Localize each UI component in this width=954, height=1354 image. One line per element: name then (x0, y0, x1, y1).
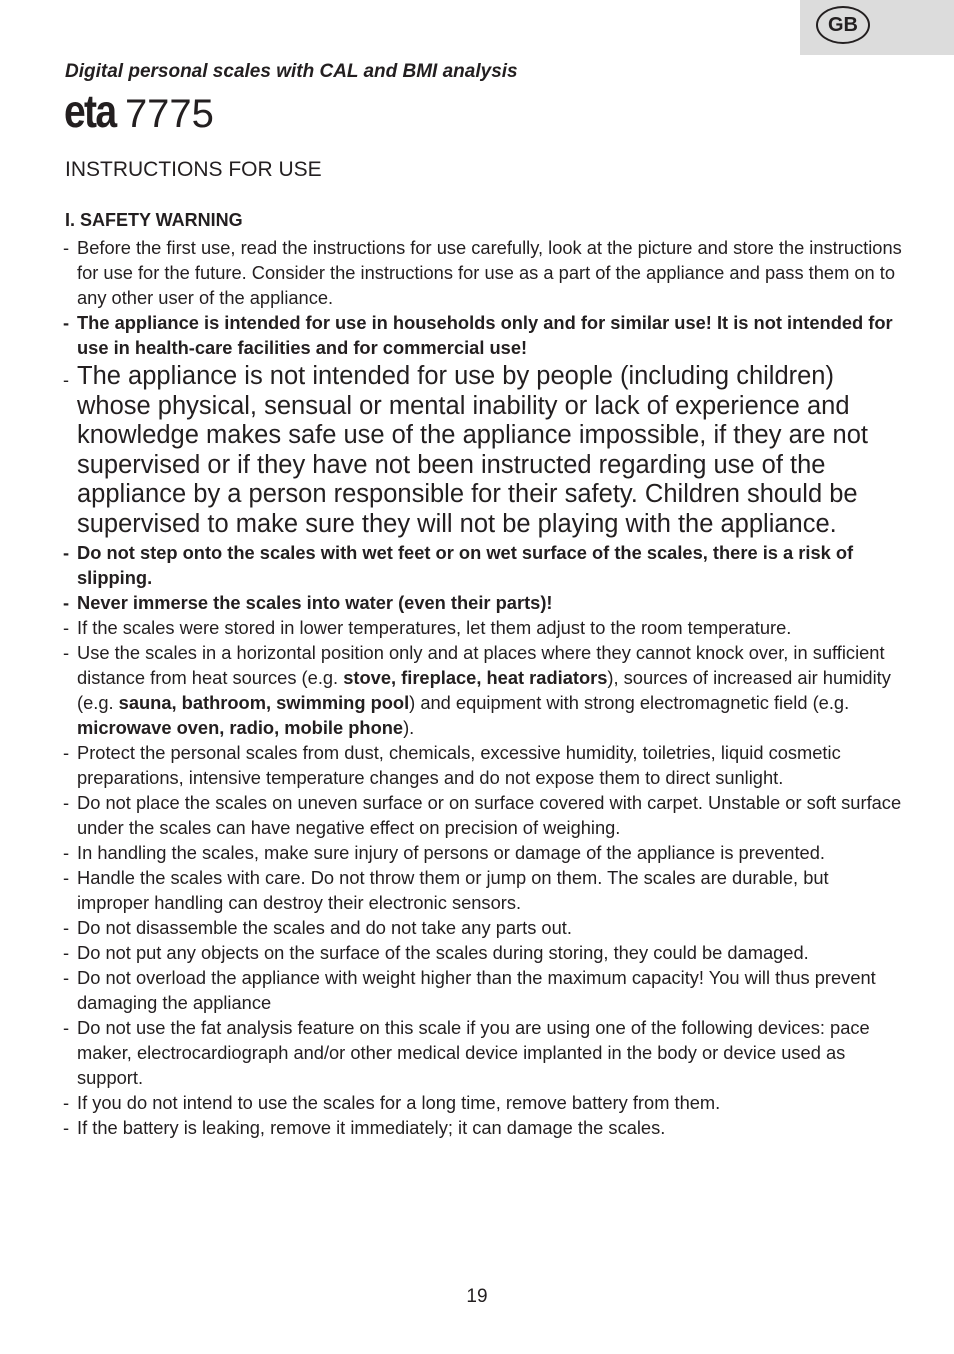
warning-item: - The appliance is not intended for use by people (including children) whose physical, sensual or mental inability or lack of experience and knowledge makes safe use of the appliance impossible, if they are not supervised or if they have not been instructed regarding use of the appliance by a person responsible for their safety. Children should be supervised to make sure they will not be playing with the appliance. (63, 360, 903, 540)
product-subtitle: Digital personal scales with CAL and BMI analysis (65, 61, 518, 82)
warning-emphasis: microwave oven, radio, mobile phone (77, 716, 404, 738)
warning-emphasis: sauna, bathroom, swimming pool (118, 691, 410, 713)
warning-item: - Handle the scales with care. Do not throw them or jump on them. The scales are durable, but improper handling can destroy their electronic sensors. (63, 865, 903, 915)
language-tab (800, 0, 954, 55)
warning-item (63, 640, 903, 740)
warning-item: - If the battery is leaking, remove it immediately; it can damage the scales. (63, 1115, 903, 1140)
warning-item: - The appliance is intended for use in households only and for similar use! It is not intended for use in health-care facilities and for commercial use! (63, 310, 903, 360)
safety-warning-list (63, 235, 903, 1140)
warning-text: ), sources of increased air humidity (e.g. (77, 666, 891, 713)
warning-text: ). (403, 716, 415, 738)
warning-item: - Before the first use, read the instructions for use carefully, look at the picture and store the instructions for use for the future. Consider the instructions for use as a part of the appliance and pass them on to any other user of the appliance. (63, 235, 903, 310)
warning-emphasis: stove, fireplace, heat radiators (343, 666, 608, 688)
warning-item: - Protect the personal scales from dust, chemicals, excessive humidity, toiletries, liquid cosmetic preparations, intensive temperature changes and do not expose them to direct sunlight. (63, 740, 903, 790)
warning-item: - Never immerse the scales into water (even their parts)! (63, 590, 903, 615)
model-number: 7775 (124, 92, 214, 136)
warning-item: - Do not step onto the scales with wet feet or on wet surface of the scales, there is a risk of slipping. (63, 540, 903, 590)
page-number: 19 (466, 1286, 488, 1307)
warning-item: - In handling the scales, make sure injury of persons or damage of the appliance is prevented. (63, 840, 903, 865)
warning-item: - Do not use the fat analysis feature on this scale if you are using one of the following devices: pace maker, electrocardiograph and/or other medical device implanted in the body or device used as support. (63, 1015, 903, 1090)
warning-item: - Do not disassemble the scales and do not take any parts out. (63, 915, 903, 940)
warning-item: - Do not put any objects on the surface of the scales during storing, they could be damaged. (63, 940, 903, 965)
warning-text: Use the scales in a horizontal position only and at places where they cannot knock over, in sufficient distance from heat sources (e.g. (77, 641, 885, 688)
eta-logo: eta (64, 85, 116, 137)
warning-item: - Do not overload the appliance with weight higher than the maximum capacity! You will thus prevent damaging the appliance (63, 965, 903, 1015)
language-badge: GB (816, 6, 870, 44)
warning-text: ) and equipment with strong electromagnetic field (e.g. (409, 691, 850, 713)
brand-heading (64, 85, 214, 137)
warning-item: - If you do not intend to use the scales for a long time, remove battery from them. (63, 1090, 903, 1115)
section-heading: I. SAFETY WARNING (65, 210, 243, 230)
warning-item: - Do not place the scales on uneven surface or on surface covered with carpet. Unstable or soft surface under the scales can have negative effect on precision of weighing. (63, 790, 903, 840)
document-title: INSTRUCTIONS FOR USE (65, 158, 322, 181)
warning-item: - If the scales were stored in lower temperatures, let them adjust to the room temperature. (63, 615, 903, 640)
